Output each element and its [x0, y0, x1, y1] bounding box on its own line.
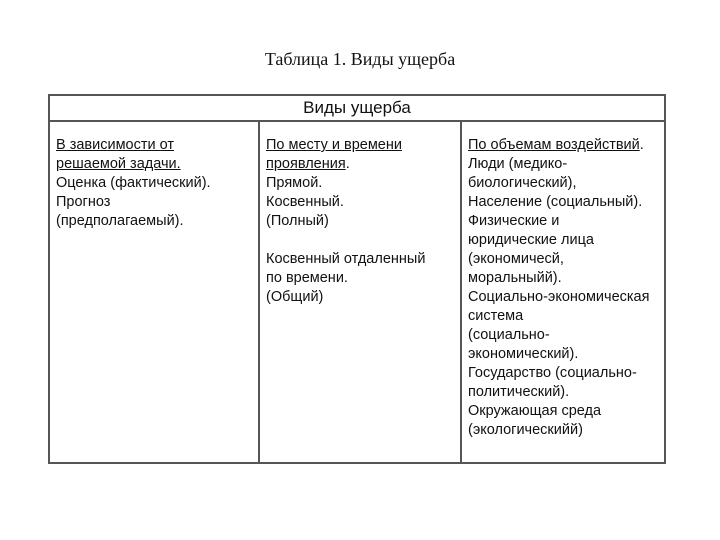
cell-line: Люди (медико-: [468, 156, 568, 172]
column-title-line: По объемам воздействий.: [468, 137, 644, 153]
column-title-line: В зависимости от: [56, 137, 175, 153]
cell-line: биологический),: [468, 175, 577, 191]
cell-line: политический).: [468, 384, 570, 400]
table-caption: Таблица 1. Виды ущерба: [264, 49, 456, 69]
cell-line: Прогноз: [56, 194, 111, 210]
cell-line: Прямой.: [266, 175, 323, 191]
column-title-line: проявления.: [266, 156, 350, 172]
cell-line: (экологическийй): [468, 422, 583, 438]
cell-line: юридические лица: [468, 232, 594, 248]
cell-line: по времени.: [266, 270, 348, 286]
column-by-task: [50, 122, 258, 462]
cell-line: система: [468, 308, 524, 324]
cell-line: Косвенный.: [266, 194, 344, 210]
cell-line: Физические и: [468, 213, 560, 229]
column-title-line: решаемой задачи.: [56, 156, 181, 172]
damage-types-table: [48, 94, 666, 464]
spacer: [266, 231, 454, 250]
cell-line: Оценка (фактический).: [56, 175, 211, 191]
cell-line: (Общий): [266, 289, 324, 305]
cell-line: (экономичесй,: [468, 251, 564, 267]
cell-line: Окружающая среда: [468, 403, 602, 419]
table-header: Виды ущерба: [50, 96, 664, 122]
column-by-impact-volume: [460, 122, 664, 462]
cell-line: моральныйй).: [468, 270, 562, 286]
cell-line: экономический).: [468, 346, 579, 362]
table-body: [50, 122, 664, 462]
cell-line: Государство (социально-: [468, 365, 637, 381]
column-by-place-time: [258, 122, 460, 462]
cell-line: (Полный): [266, 213, 329, 229]
cell-line: Социально-экономическая: [468, 289, 650, 305]
column-title-line: По месту и времени: [266, 137, 402, 153]
cell-line: (предполагаемый).: [56, 213, 184, 229]
cell-line: Население (социальный).: [468, 194, 643, 210]
cell-line: Косвенный отдаленный: [266, 251, 426, 267]
cell-line: (социально-: [468, 327, 550, 343]
